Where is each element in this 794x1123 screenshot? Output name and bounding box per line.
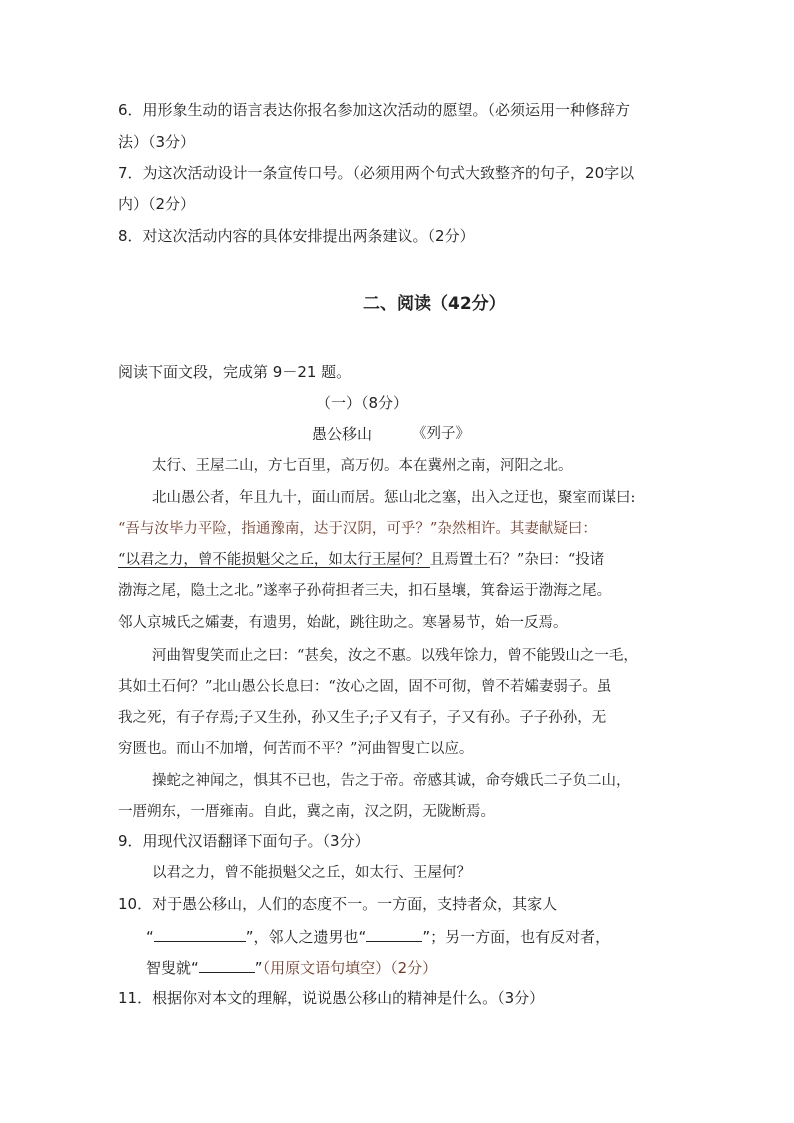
fill-in-note: （用原文语句填空）（2分） xyxy=(262,959,438,977)
passage-p4-line-2: 一厝朔东，一厝雍南。自此，冀之南，汉之阴，无陇断焉。 xyxy=(118,804,495,820)
passage-p2-line-3-rest: 且焉置土石？”杂曰：“投诸 xyxy=(429,552,605,568)
passage-p3-line-4: 穷匮也。而山不加增，何苦而不平？”河曲智叟亡以应。 xyxy=(118,741,474,757)
reading-intro: 阅读下面文段，完成第 9－21 题。 xyxy=(118,363,352,381)
passage-p3-line-3: 我之死，有子存焉;子又生孙，孙又生子;子又有子，子又有孙。子子孙孙，无 xyxy=(118,710,607,726)
underlined-sentence: “以君之力，曾不能损魁父之丘，如太行王屋何？ xyxy=(118,552,430,568)
passage-p4-line-1: 操蛇之神闻之，惧其不已也，告之于帝。帝感其诚，命夸娥氏二子负二山， xyxy=(152,773,631,789)
question-6-line-1: 6．用形象生动的语言表达你报名参加这次活动的愿望。（必须运用一种修辞方 xyxy=(118,101,631,119)
question-11: 11．根据你对本文的理解，说说愚公移山的精神是什么。（3分） xyxy=(118,989,545,1007)
answer-blank-3[interactable] xyxy=(199,957,255,973)
zhisou-text: 智叟就“ xyxy=(146,959,199,977)
question-7-line-1: 7．为这次活动设计一条宣传口号。（必须用两个句式大致整齐的句子，20字以 xyxy=(118,164,635,182)
passage-p2-line-5: 邻人京城氏之孀妻，有遗男，始龀，跳往助之。寒暑易节，始一反焉。 xyxy=(118,615,568,631)
answer-blank-1[interactable] xyxy=(154,926,246,942)
open-quote: “ xyxy=(146,928,154,946)
question-10-mid-text: ”，邻人之遗男也“ xyxy=(245,928,367,946)
passage-p2-line-4: 渤海之尾，隐土之北。”遂率子孙荷担者三夫，扣石垦壤，箕畚运于渤海之尾。 xyxy=(118,583,612,599)
question-6-line-2: 法）（3分） xyxy=(118,133,196,151)
passage-source: 《列子》 xyxy=(412,426,470,442)
section-heading: 二、阅读（42分） xyxy=(363,294,506,314)
sub-heading: （一）（8分） xyxy=(316,394,409,412)
passage-title: 愚公移山 xyxy=(312,425,373,443)
passage-p3-line-2: 其如土石何？”北山愚公长息曰：“汝心之固，固不可彻，曾不若孀妻弱子。虽 xyxy=(118,679,612,695)
close-quote: ” xyxy=(254,959,263,977)
answer-blank-2[interactable] xyxy=(366,926,422,942)
question-9-sentence: 以君之力，曾不能损魁父之丘，如太行、王屋何？ xyxy=(152,865,471,881)
question-10-line-1: 10．对于愚公移山，人们的态度不一。一方面，支持者众，其家人 xyxy=(118,895,558,913)
passage-p1: 太行、王屋二山，方七百里，高万仞。本在冀州之南，河阳之北。 xyxy=(152,458,573,474)
passage-p2-line-3 xyxy=(118,550,604,570)
passage-p3-line-1: 河曲智叟笑而止之曰：“甚矣，汝之不惠。以残年馀力，曾不能毁山之一毛， xyxy=(152,648,638,664)
passage-p2-line-2: “吾与汝毕力平险，指通豫南，达于汉阴，可乎？”杂然相许。其妻献疑曰： xyxy=(118,521,597,537)
question-10-line-3 xyxy=(146,957,437,978)
passage-p2-line-1: 北山愚公者，年且九十，面山而居。惩山北之塞，出入之迂也，聚室而谋曰: xyxy=(152,490,636,506)
question-8: 8．对这次活动内容的具体安排提出两条建议。（2分） xyxy=(118,227,475,245)
question-10-line-2 xyxy=(146,926,610,947)
question-9: 9．用现代汉语翻译下面句子。（3分） xyxy=(118,832,370,850)
question-10-end-text: ”；另一方面，也有反对者， xyxy=(422,928,611,946)
question-7-line-2: 内）（2分） xyxy=(118,195,196,213)
